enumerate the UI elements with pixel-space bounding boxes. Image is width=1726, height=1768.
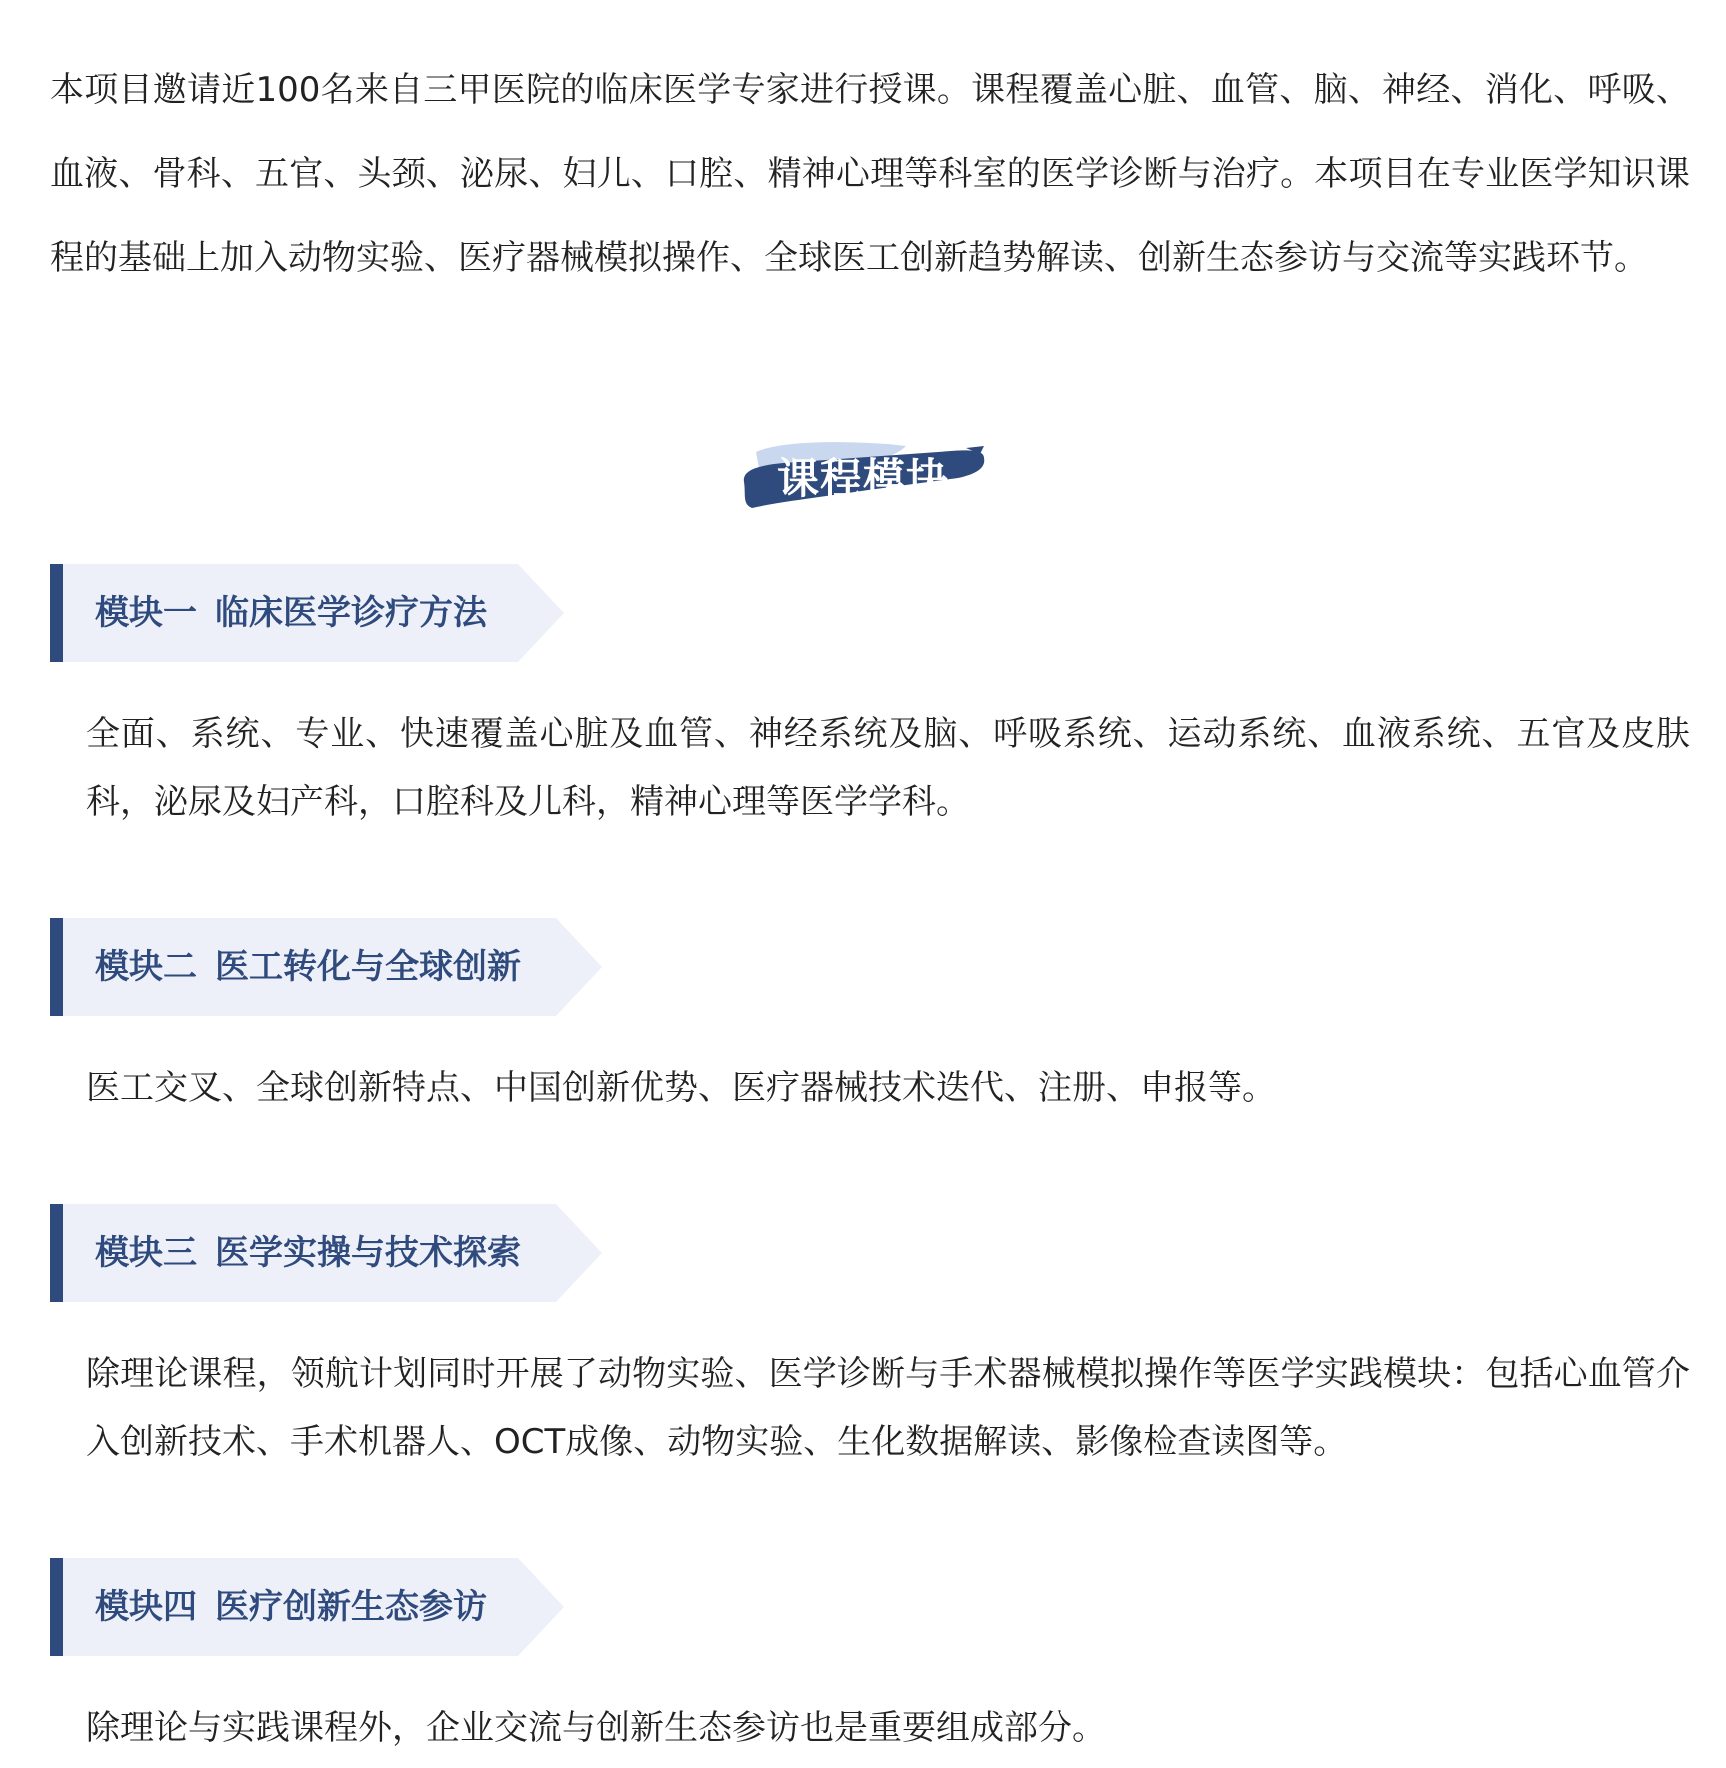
- module-header-4: [50, 1558, 570, 1656]
- section-title-banner: [738, 434, 988, 524]
- module-name: 医疗创新生态参访: [215, 1587, 487, 1627]
- module-title-4: [95, 1558, 487, 1656]
- module-number-label: 模块三: [95, 1233, 197, 1273]
- module-title-1: [95, 564, 487, 662]
- module-title-2: [95, 918, 521, 1016]
- module-number-label: 模块二: [95, 947, 197, 987]
- module-description-3: 除理论课程，领航计划同时开展了动物实验、医学诊断与手术器械模拟操作等医学实践模块：包括心血管介入创新技术、手术机器人、OCT成像、动物实验、生化数据解读、影像检查读图等。: [86, 1354, 1690, 1462]
- module-name: 医学实操与技术探索: [215, 1233, 521, 1273]
- module-number-label: 模块一: [95, 593, 197, 633]
- module-header-1: [50, 564, 570, 662]
- section-title: 课程模块: [776, 454, 949, 503]
- module-title-3: [95, 1204, 521, 1302]
- module-name: 临床医学诊疗方法: [215, 593, 487, 633]
- module-description-4: 除理论与实践课程外，企业交流与创新生态参访也是重要组成部分。: [86, 1708, 1106, 1748]
- module-description-2: 医工交叉、全球创新特点、中国创新优势、医疗器械技术迭代、注册、申报等。: [86, 1068, 1276, 1108]
- module-description-1: 全面、系统、专业、快速覆盖心脏及血管、神经系统及脑、呼吸系统、运动系统、血液系统、五官及皮肤科，泌尿及妇产科，口腔科及儿科，精神心理等医学学科。: [86, 714, 1690, 822]
- module-name: 医工转化与全球创新: [215, 947, 521, 987]
- module-header-2: [50, 918, 610, 1016]
- intro-paragraph: 本项目邀请近100名来自三甲医院的临床医学专家进行授课。课程覆盖心脏、血管、脑、神经、消化、呼吸、血液、骨科、五官、头颈、泌尿、妇儿、口腔、精神心理等科室的医学诊断与治疗。本项目在专业医学知识课程的基础上加入动物实验、医疗器械模拟操作、全球医工创新趋势解读、创新生态参访与交流等实践环节。: [50, 70, 1690, 278]
- module-header-3: [50, 1204, 610, 1302]
- module-number-label: 模块四: [95, 1587, 197, 1627]
